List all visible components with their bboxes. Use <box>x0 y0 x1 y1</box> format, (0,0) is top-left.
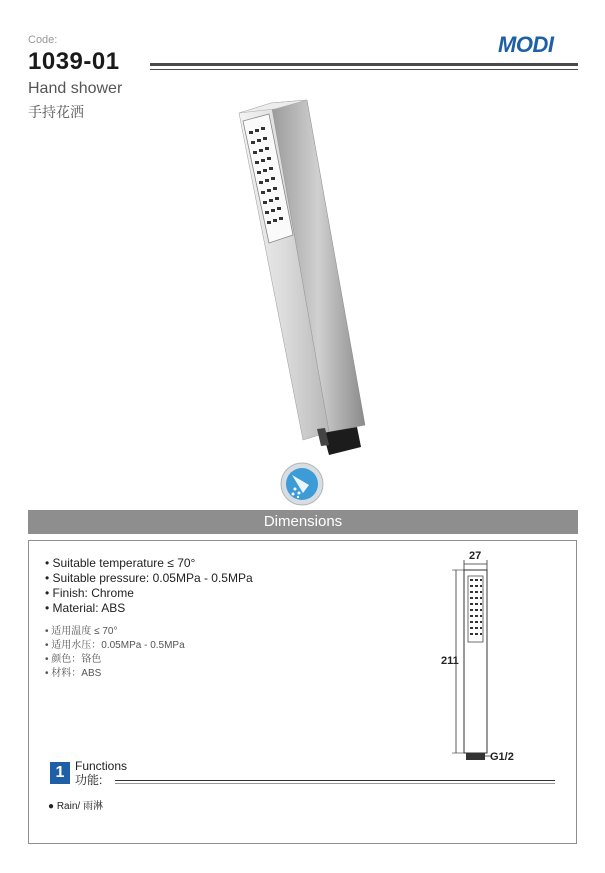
bullet-icon: ● <box>48 801 57 812</box>
spec-pressure-cn: • 适用水压：0.05MPa - 0.5MPa <box>45 640 185 651</box>
header-rule-thick <box>150 63 578 66</box>
spec-temperature: • Suitable temperature ≤ 70° <box>45 556 196 570</box>
spec-material: • Material: ABS <box>45 601 126 615</box>
function-item-label: Rain/ 雨淋 <box>56 801 103 812</box>
spec-finish-cn: • 颜色：铬色 <box>45 654 102 665</box>
width-dimension-label: 27 <box>469 550 482 562</box>
function-number-badge: 1 <box>50 762 70 784</box>
spec-temperature-cn: • 适用温度 ≤ 70° <box>45 626 118 637</box>
function-item-rain <box>48 797 103 812</box>
dimensions-title: Dimensions <box>263 513 343 530</box>
functions-title-cn: 功能: <box>75 773 103 787</box>
height-dimension-label: 211 <box>441 655 459 667</box>
product-name-en: Hand shower <box>28 80 123 97</box>
header-rule-thin <box>150 69 578 70</box>
functions-title-en: Functions <box>75 759 128 773</box>
product-name-cn: 手持花洒 <box>28 104 84 120</box>
rain-function-icon <box>279 461 325 507</box>
spec-finish: • Finish: Chrome <box>45 586 134 600</box>
functions-rule <box>115 780 555 781</box>
spec-pressure: • Suitable pressure: 0.05MPa - 0.5MPa <box>45 571 253 585</box>
spec-material-cn: • 材料：ABS <box>45 668 102 679</box>
functions-rule-thin <box>115 783 555 784</box>
product-code: 1039-01 <box>28 48 120 75</box>
hand-shower-image <box>225 95 375 460</box>
thread-dimension-label: G1/2 <box>490 751 514 763</box>
code-label: Code: <box>28 34 58 46</box>
modi-logo: MODI <box>498 32 554 57</box>
dimensions-bar <box>28 510 578 534</box>
